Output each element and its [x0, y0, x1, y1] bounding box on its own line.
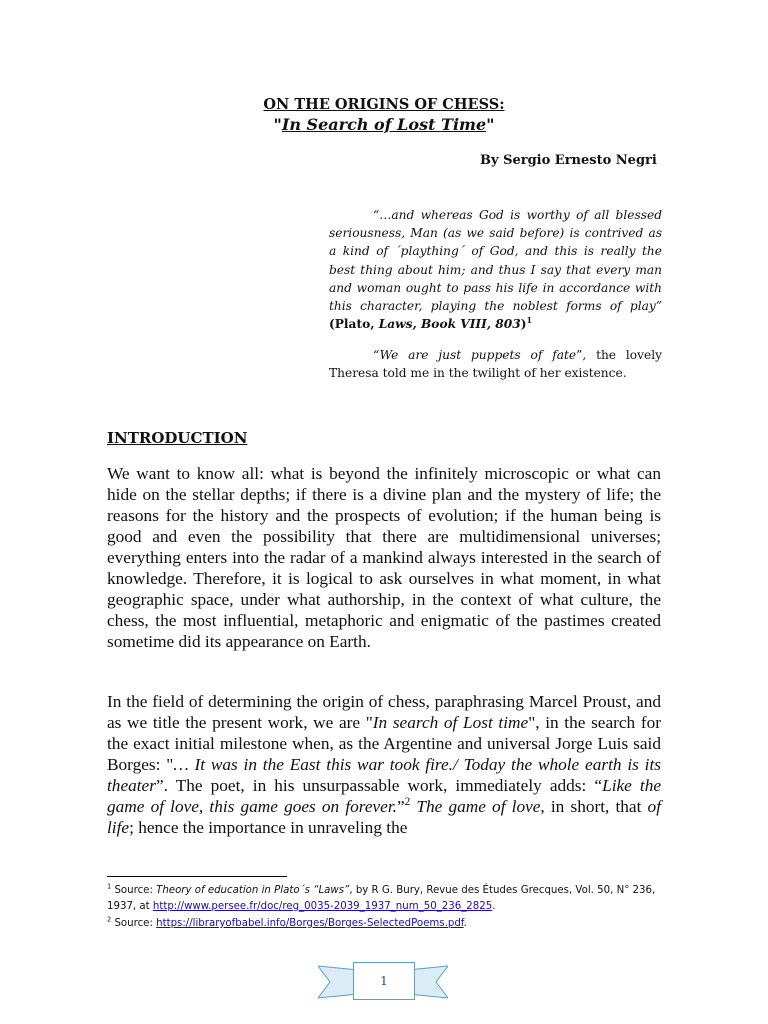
footnote-1-mark: 1 [107, 882, 112, 891]
p2-a-italic: In search of Lost time [372, 713, 529, 732]
p2-c-close: ” [396, 797, 405, 816]
epigraph-theresa-italic: “We are just puppets of fate [373, 348, 577, 362]
cite-open: (Plato, [329, 317, 379, 332]
footnote-1-text: , by R G. Bury, Revue des Études Grecques, Vol. 50, N° 236, 1937, at [107, 885, 656, 912]
footnote-2-link[interactable]: https://libraryofbabel.info/Borges/Borges-SelectedPoems.pdf [156, 918, 464, 929]
title-italic: In Search of Lost Time [281, 115, 487, 134]
footnote-ref-2[interactable]: 2 [404, 796, 411, 809]
footnote-2-label: Source: [111, 918, 157, 929]
epigraph-plato-citation [329, 317, 532, 331]
p2-d2-italic: of life [107, 797, 661, 837]
paragraph-2 [107, 691, 661, 838]
footnote-1 [107, 883, 667, 915]
cite-close: ) [520, 317, 527, 332]
paragraph-1: We want to know all: what is beyond the infinitely microscopic or what can hide on the stellar depths; if there is a divine plan and the mystery of life; the reasons for the history and the prospects of evolution; if the human being is good and even the possibility that there are multidimensional universes; everything enters into the radar of a mankind always interested in the search of knowledge. Therefore, it is logical to ask ourselves in what moment, in what geographic space, under what authorship, in the context of what culture, the chess, the most influential, metaphoric and enigmatic of the pastimes created sometime did its appearance on Earth. [107, 464, 661, 651]
footnote-divider [107, 876, 287, 877]
p2-b-italic: … It was in the East this war took fire./ Today the whole earth is its theater [107, 755, 661, 795]
p2-c-italic: Like the game of love, this game goes on forever. [107, 776, 662, 816]
footnote-1-end: . [492, 901, 496, 912]
page-number-ribbon [318, 960, 448, 1004]
title-line-2 [0, 115, 768, 135]
footnote-1-label: Source: [111, 885, 157, 896]
epigraph-plato-text: “…and whereas God is worthy of all blessed seriousness, Man (as we said before) is contrived as a kind of ´plaything´ of God, and this is really the best thing about him; and thus I say that every man and woman ought to pass his life in accordance with this character, playing the noblest forms of play” [329, 208, 662, 314]
footnote-2-mark: 2 [107, 915, 112, 924]
title-line-1: ON THE ORIGINS OF CHESS: [263, 96, 505, 113]
p2-d: , in short, that [540, 797, 648, 816]
footnote-2-end: . [463, 918, 467, 929]
author-byline: By Sergio Ernesto Negri [480, 153, 657, 168]
epigraph-plato [329, 206, 662, 333]
title-quote-open: " [273, 115, 282, 134]
footnote-ref-1[interactable]: 1 [526, 316, 533, 326]
footnote-1-italic: Theory of education in Plato´s “Laws” [156, 885, 350, 896]
title-quote-close: " [486, 115, 495, 134]
cite-italic: Laws, Book VIII, 803 [378, 317, 521, 332]
p2-b: ", in the search for the exact initial milestone when, as the Argentine and universal Jorge Luis said Borges: " [107, 713, 661, 774]
p2-a: In the field of determining the origin of chess, paraphrasing Marcel Proust, and as we title the present work, we are " [107, 692, 661, 732]
page-number: 1 [353, 962, 415, 1000]
p2-d-italic: The game of love [410, 797, 541, 816]
p2-e: ; hence the importance in unraveling the [129, 818, 408, 837]
epigraph-theresa-text: ”, the lovely Theresa told me in the twilight of her existence. [329, 348, 663, 381]
footnote-1-link[interactable]: http://www.persee.fr/doc/reg_0035-2039_1937_num_50_236_2825 [152, 901, 493, 912]
section-heading: INTRODUCTION [107, 429, 248, 447]
epigraph-theresa [329, 346, 662, 382]
p2-c: ”. The poet, in his unsurpassable work, immediately adds: “ [155, 776, 603, 795]
footnote-2 [107, 916, 667, 932]
